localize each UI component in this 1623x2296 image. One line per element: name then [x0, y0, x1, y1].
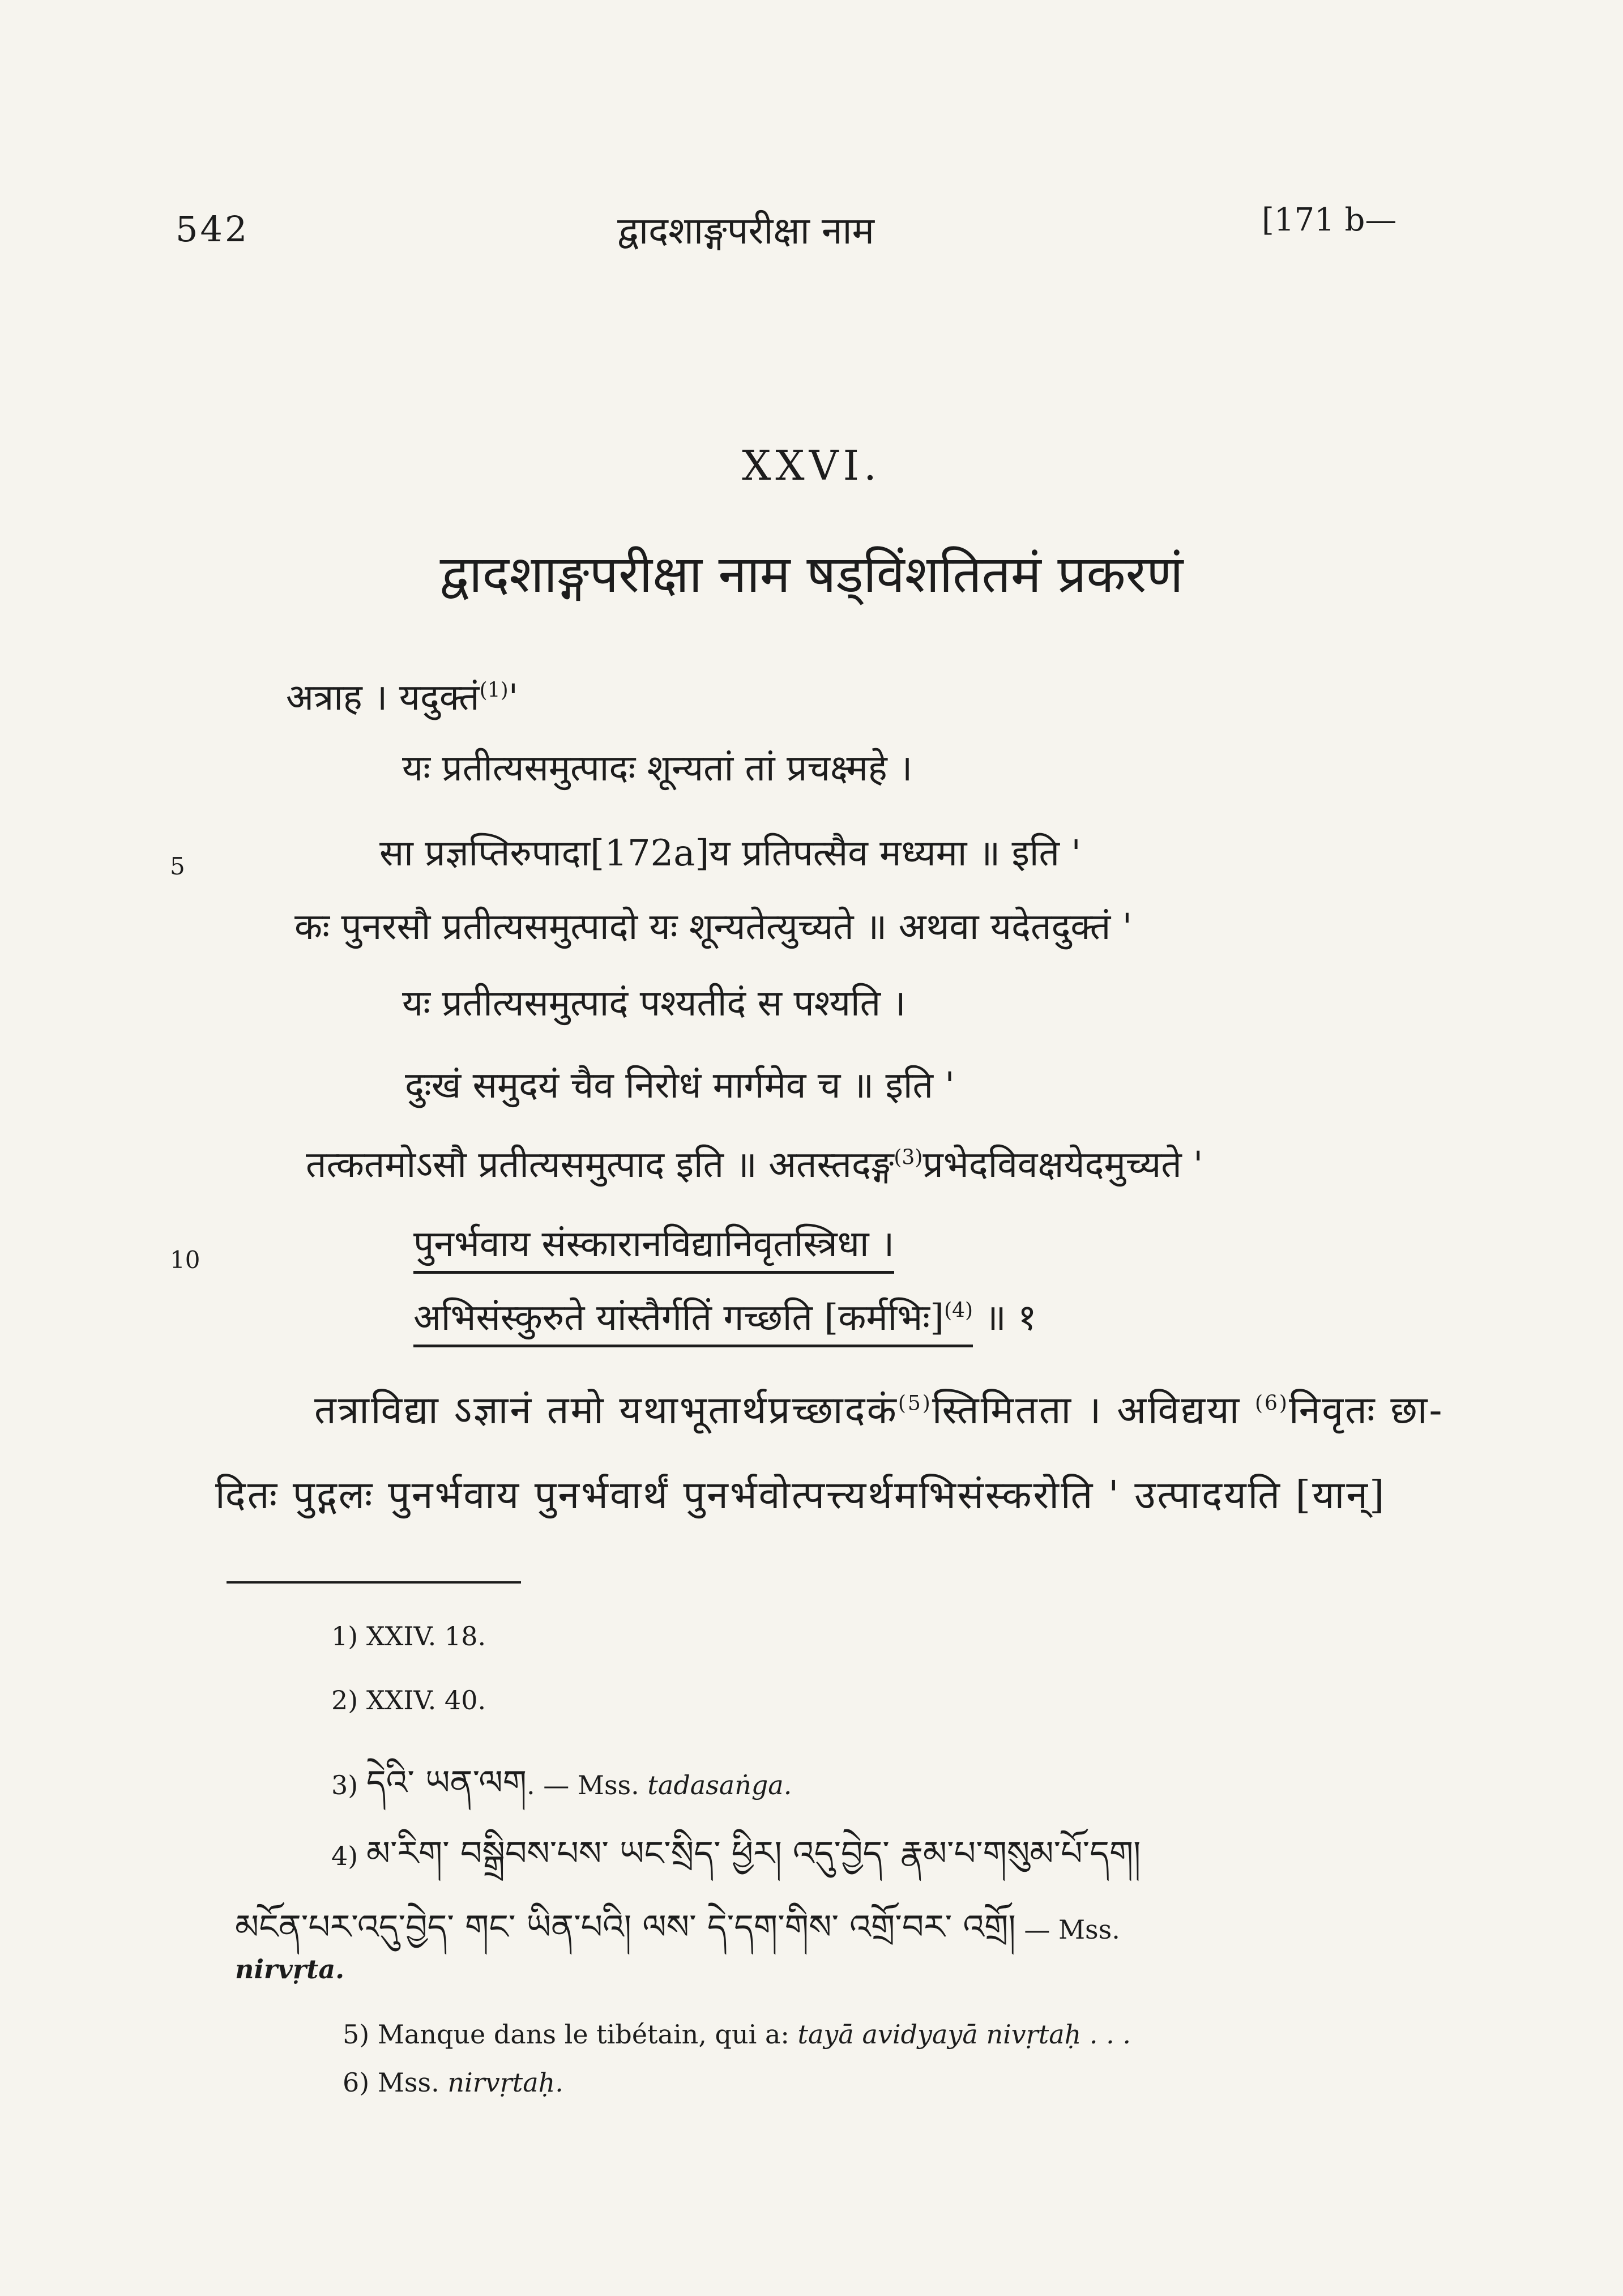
- verse-line: सा प्रज्ञप्तिरुपादा[172a]य प्रतिपत्सैव मध्यमा ॥ इति ': [379, 833, 1081, 874]
- karika-text: [413, 1297, 973, 1347]
- verse-line: दुःखं समुदयं चैव निरोधं मार्गमेव च ॥ इति ': [405, 1065, 955, 1107]
- prose-line-2: दितः पुद्गलः पुनर्भवाय पुनर्भवार्थं पुनर्भवोत्पत्त्यर्थमभिसंस्करोति ' उत्पादयति [यान्]: [215, 1473, 1386, 1518]
- body-line-3: [306, 1138, 1203, 1188]
- footnote-text: 6) Mss.: [343, 2067, 439, 2098]
- body-text: अत्राह । यदुक्तं: [286, 677, 480, 719]
- footnote-1: 1) XXIV. 18.: [331, 1621, 486, 1651]
- line-number: 10: [170, 1246, 200, 1274]
- running-title: द्वादशाङ्गपरीक्षा नाम: [617, 209, 875, 253]
- chapter-number: XXVI.: [742, 442, 881, 489]
- body-text: ': [508, 677, 519, 719]
- verse-line: यः प्रतीत्यसमुत्पादः शून्यतां तां प्रचक्ष्महे ।: [402, 748, 913, 789]
- karika-line-2: [413, 1291, 1036, 1341]
- tibetan-text: མངོན་པར་འདུ་བྱེད་ གང་ ཡིན་པའི། ལས་ དེ་དག་གིས་ འགྲོ་བར་ འགྲོ།: [235, 1907, 1016, 1947]
- body-text: निवृतः छा-: [1288, 1388, 1444, 1433]
- footnote-marker: (6): [1254, 1392, 1289, 1415]
- karika-text: पुनर्भवाय संस्कारानविद्यानिवृतस्त्रिधा ।: [413, 1223, 894, 1274]
- footnote-marker: (5): [898, 1392, 932, 1415]
- body-line-1: [286, 671, 518, 720]
- footnote-rule: [227, 1581, 521, 1584]
- footnote-text: — Mss.: [1024, 1914, 1120, 1945]
- footnote-marker: (4): [944, 1299, 973, 1322]
- karika-text-part: अभिसंस्कुरुते यांस्तैर्गतिं गच्छति [कर्मभिः]: [413, 1297, 945, 1339]
- tibetan-text: མ་རིག་ བསྒྲིབས་པས་ ཡང་སྲིད་ ཕྱིར། འདུ་བྱེད་ རྣམ་པ་གསུམ་པོ་དག།: [366, 1834, 1141, 1873]
- folio-reference: [171 b—: [1262, 202, 1397, 238]
- footnote-6: [343, 2067, 563, 2098]
- tibetan-text: དེའི་ ཡན་ལག: [366, 1763, 527, 1803]
- footnote-italic: tadasaṅga.: [647, 1770, 792, 1800]
- footnote-label: 3): [331, 1770, 358, 1800]
- karika-line-1: [413, 1218, 894, 1267]
- footnote-label: 4): [331, 1841, 358, 1871]
- footnote-text: . — Mss.: [526, 1770, 639, 1800]
- page-number: 542: [176, 208, 250, 250]
- chapter-title: द्वादशाङ्गपरीक्षा नाम षड्विंशतितमं प्रकरणं: [439, 545, 1184, 604]
- body-text: स्तिमितता । अविद्यया: [932, 1388, 1241, 1433]
- footnote-text: 5) Manque dans le tibétain, qui a:: [343, 2019, 789, 2050]
- footnote-marker: (3): [894, 1146, 923, 1170]
- footnote-5: [343, 2019, 1131, 2050]
- line-number: 5: [170, 852, 185, 880]
- body-text: तत्कतमोऽसौ प्रतीत्यसमुत्पाद इति ॥ अतस्तदङ्ग: [306, 1144, 894, 1186]
- footnote-italic: tayā avidyayā nivṛtaḥ . . .: [797, 2019, 1131, 2050]
- prose-line-1: [314, 1382, 1443, 1435]
- footnote-4-continuation: nirvṛta.: [235, 1954, 345, 1985]
- footnote-italic: nirvṛtaḥ.: [447, 2067, 563, 2098]
- body-text: प्रभेदविवक्षयेदमुच्यते ': [922, 1144, 1203, 1186]
- verse-line: यः प्रतीत्यसमुत्पादं पश्यतीदं स पश्यति ।: [402, 983, 906, 1025]
- body-text: तत्राविद्या ऽज्ञानं तमो यथाभूतार्थप्रच्छादकं: [314, 1388, 898, 1433]
- footnote-4-line-2: [235, 1889, 1120, 1985]
- body-line-2: कः पुनरसौ प्रतीत्यसमुत्पादो यः शून्यतेत्युच्यते ॥ अथवा यदेतदुक्तं ': [294, 906, 1133, 948]
- footnote-2: 2) XXIV. 40.: [331, 1685, 486, 1715]
- verse-number: ॥ १: [984, 1297, 1037, 1339]
- footnote-marker: (1): [479, 678, 509, 702]
